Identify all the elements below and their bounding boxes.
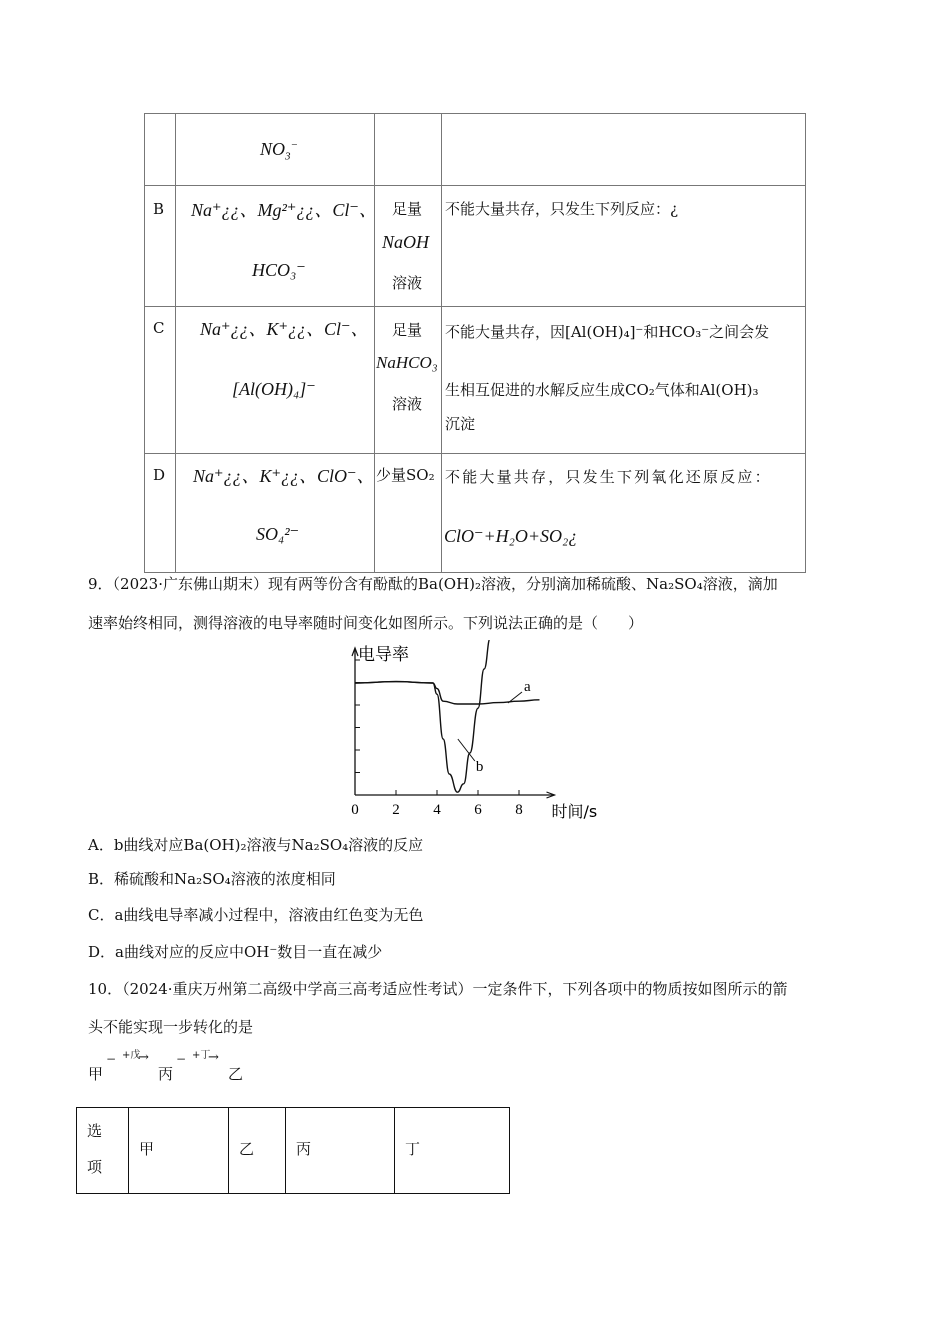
table-row (145, 454, 806, 573)
y-axis-label: 电导率 (358, 645, 409, 665)
question-9-stem: 9．（2023·广东佛山期末）现有两等份含有酚酞的Ba(OH)₂溶液，分别滴加稀硫酸、Na₂SO₄溶液，滴加 (88, 575, 778, 593)
table-header-jia: 甲 (129, 1108, 229, 1194)
reagent-text: 足量 (392, 321, 423, 339)
option-d[interactable]: D．a曲线对应的反应中OH⁻数目一直在减少 (88, 943, 383, 961)
x-tick-label: 2 (392, 802, 400, 818)
table-row-label (145, 114, 176, 186)
question-9-stem: 速率始终相同，测得溶液的电导率随时间变化如图所示。下列说法正确的是（ ） (88, 614, 644, 632)
scheme-middle: 丙 (158, 1065, 174, 1083)
table-cell-ions (176, 307, 375, 454)
table-cell-conclusion (442, 307, 806, 454)
table-row (145, 186, 806, 307)
chart-ticks (355, 660, 519, 795)
row-label-c: C (153, 319, 165, 337)
reagent-text: 足量 (392, 200, 423, 218)
arrow-right-icon: → (138, 1050, 149, 1065)
conductivity-chart (300, 640, 630, 825)
table-cell-ions: $NO_3^-$ (176, 114, 375, 186)
arrow-right-icon: → (208, 1050, 219, 1065)
table-row (145, 307, 806, 454)
table-row-label (145, 307, 176, 454)
question-10-stem: 头不能实现一步转化的是 (88, 1018, 254, 1036)
conclusion-text: 不能大量共存，因[Al(OH)₄]⁻和HCO₃⁻之间会发 (445, 323, 770, 341)
table-cell-ions (176, 186, 375, 307)
reagent-text: 少量SO₂ (376, 466, 435, 484)
conclusion-text: 不能大量共存，只发生下列反应：¿ (445, 200, 679, 218)
scheme-reagent-1: +戊 (122, 1050, 141, 1061)
table-header-bing: 丙 (286, 1108, 395, 1194)
table-cell-reagent (375, 114, 442, 186)
row-label-d: D (153, 466, 166, 484)
option-c[interactable]: C．a曲线电导率减小过程中，溶液由红色变为无色 (88, 906, 424, 924)
x-tick-label: 4 (433, 802, 441, 818)
ions-line: Na⁺¿¿、K⁺¿¿、Cl⁻、 (200, 319, 369, 339)
series-label-a: a (524, 679, 531, 695)
ions-line: Na⁺¿¿、K⁺¿¿、ClO⁻、 (193, 466, 375, 486)
reagent-text: 溶液 (392, 274, 423, 292)
table-header-yi: 乙 (229, 1108, 286, 1194)
x-axis-label: 时间/s (551, 802, 598, 821)
ions-line: HCO₃⁻ (252, 260, 306, 280)
x-tick-label: 8 (515, 802, 523, 818)
x-tick-label: 0 (351, 802, 359, 818)
conclusion-equation: ClO⁻+H₂O+SO₂¿ (444, 526, 578, 546)
table-cell-conclusion (442, 454, 806, 573)
table-row-label (145, 454, 176, 573)
ions-line: [Al(OH)₄]⁻ (232, 379, 316, 399)
scheme-end: 乙 (228, 1065, 244, 1083)
table-cell-reagent (375, 454, 442, 573)
ions-line: Na⁺¿¿、Mg²⁺¿¿、Cl⁻、 (191, 200, 377, 220)
table-cell-reagent (375, 186, 442, 307)
reagent-formula: NaHCO₃ (376, 353, 438, 372)
option-b[interactable]: B．稀硫酸和Na₂SO₄溶液的浓度相同 (88, 870, 336, 888)
scheme-start: 甲 (88, 1065, 104, 1083)
conversion-scheme: 甲 − +戊 → 丙 − +丁 → 乙 (88, 1046, 288, 1086)
ion-coexistence-table (144, 113, 806, 573)
q10-options-table (76, 1107, 510, 1194)
table-header-option: 选 项 (77, 1108, 129, 1194)
table-row-label (145, 186, 176, 307)
conclusion-text: 不能大量共存，只发生下列氧化还原反应： (445, 468, 772, 486)
conclusion-text: 生相互促进的水解反应生成CO₂气体和Al(OH)₃ (445, 381, 759, 399)
option-a[interactable]: A．b曲线对应Ba(OH)₂溶液与Na₂SO₄溶液的反应 (88, 836, 424, 854)
reagent-text: 溶液 (392, 395, 423, 413)
conclusion-text: 沉淀 (445, 415, 476, 433)
chart-axes (352, 648, 555, 798)
table-cell-reagent (375, 307, 442, 454)
series-line-a (355, 682, 540, 704)
scheme-reagent-2: +丁 (192, 1050, 211, 1061)
table-cell-conclusion (442, 186, 806, 307)
ions-line: SO₄²⁻ (256, 524, 300, 544)
table-header-ding: 丁 (395, 1108, 510, 1194)
x-tick-label: 6 (474, 802, 482, 818)
row-label-b: B (153, 200, 165, 218)
table-cell-ions (176, 454, 375, 573)
question-10-stem: 10．（2024·重庆万州第二高级中学高三高考适应性考试）一定条件下，下列各项中的物质按如图所示的箭 (88, 980, 788, 998)
reagent-formula: NaOH (382, 232, 430, 252)
table-cell-conclusion (442, 114, 806, 186)
series-label-b: b (475, 759, 484, 775)
